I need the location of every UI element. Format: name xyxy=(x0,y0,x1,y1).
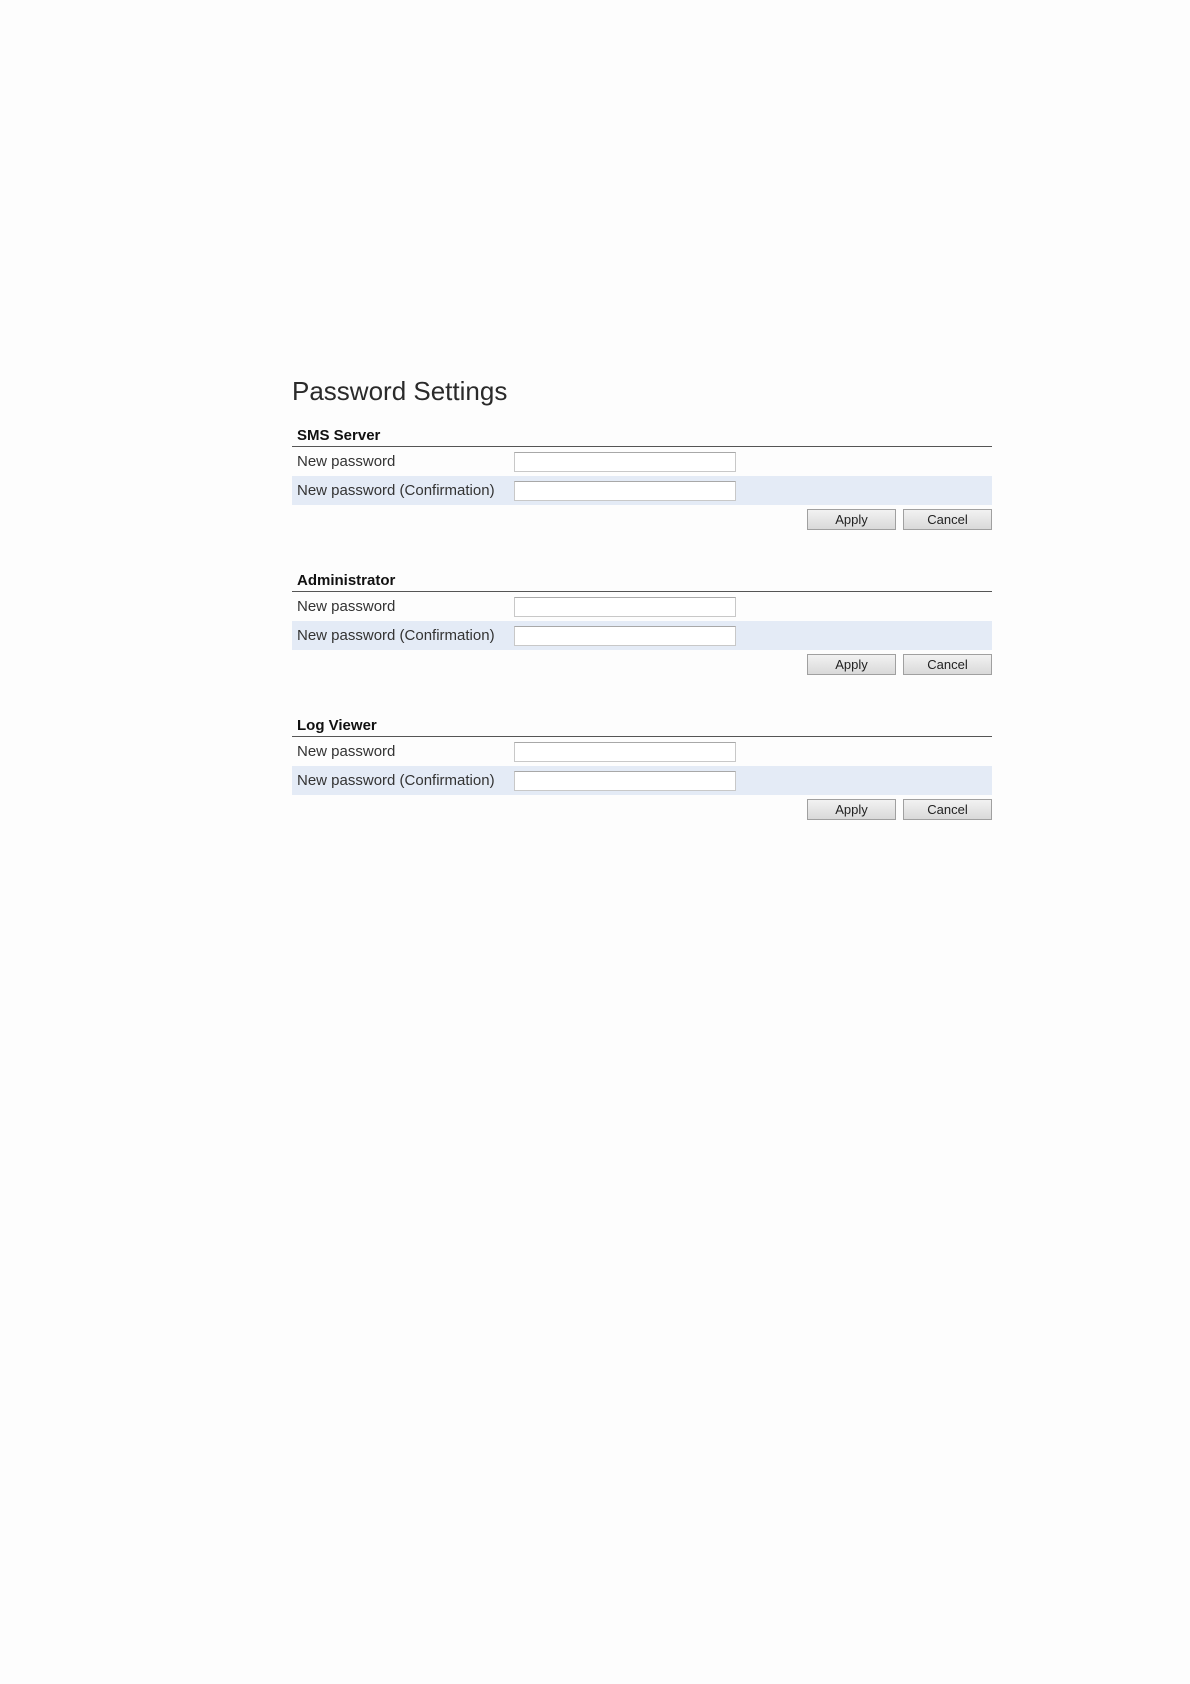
page-title: Password Settings xyxy=(292,376,508,406)
field-label: New password (Confirmation) xyxy=(297,482,495,499)
password-settings-panel xyxy=(292,372,992,824)
sms-server-new-password-input[interactable] xyxy=(514,452,736,472)
administrator-confirm-password-input[interactable] xyxy=(514,626,736,646)
administrator-cancel-button[interactable]: Cancel xyxy=(903,654,992,675)
button-row xyxy=(292,795,992,824)
form-row-confirm-password xyxy=(292,476,992,505)
form-row-confirm-password xyxy=(292,621,992,650)
log-viewer-apply-button[interactable]: Apply xyxy=(807,799,896,820)
log-viewer-confirm-password-input[interactable] xyxy=(514,771,736,791)
section-title: Administrator xyxy=(292,567,992,592)
section-sms-server xyxy=(292,422,992,534)
sms-server-confirm-password-input[interactable] xyxy=(514,481,736,501)
section-log-viewer xyxy=(292,712,992,824)
form-row-new-password xyxy=(292,737,992,766)
field-label: New password (Confirmation) xyxy=(297,627,495,644)
administrator-apply-button[interactable]: Apply xyxy=(807,654,896,675)
form-row-confirm-password xyxy=(292,766,992,795)
section-title: SMS Server xyxy=(292,422,992,447)
sms-server-cancel-button[interactable]: Cancel xyxy=(903,509,992,530)
form-row-new-password xyxy=(292,447,992,476)
administrator-new-password-input[interactable] xyxy=(514,597,736,617)
sms-server-apply-button[interactable]: Apply xyxy=(807,509,896,530)
section-title: Log Viewer xyxy=(292,712,992,737)
button-row xyxy=(292,505,992,534)
field-label: New password xyxy=(297,598,396,615)
field-label: New password xyxy=(297,453,396,470)
form-row-new-password xyxy=(292,592,992,621)
log-viewer-cancel-button[interactable]: Cancel xyxy=(903,799,992,820)
field-label: New password xyxy=(297,743,396,760)
section-administrator xyxy=(292,567,992,679)
button-row xyxy=(292,650,992,679)
log-viewer-new-password-input[interactable] xyxy=(514,742,736,762)
field-label: New password (Confirmation) xyxy=(297,772,495,789)
